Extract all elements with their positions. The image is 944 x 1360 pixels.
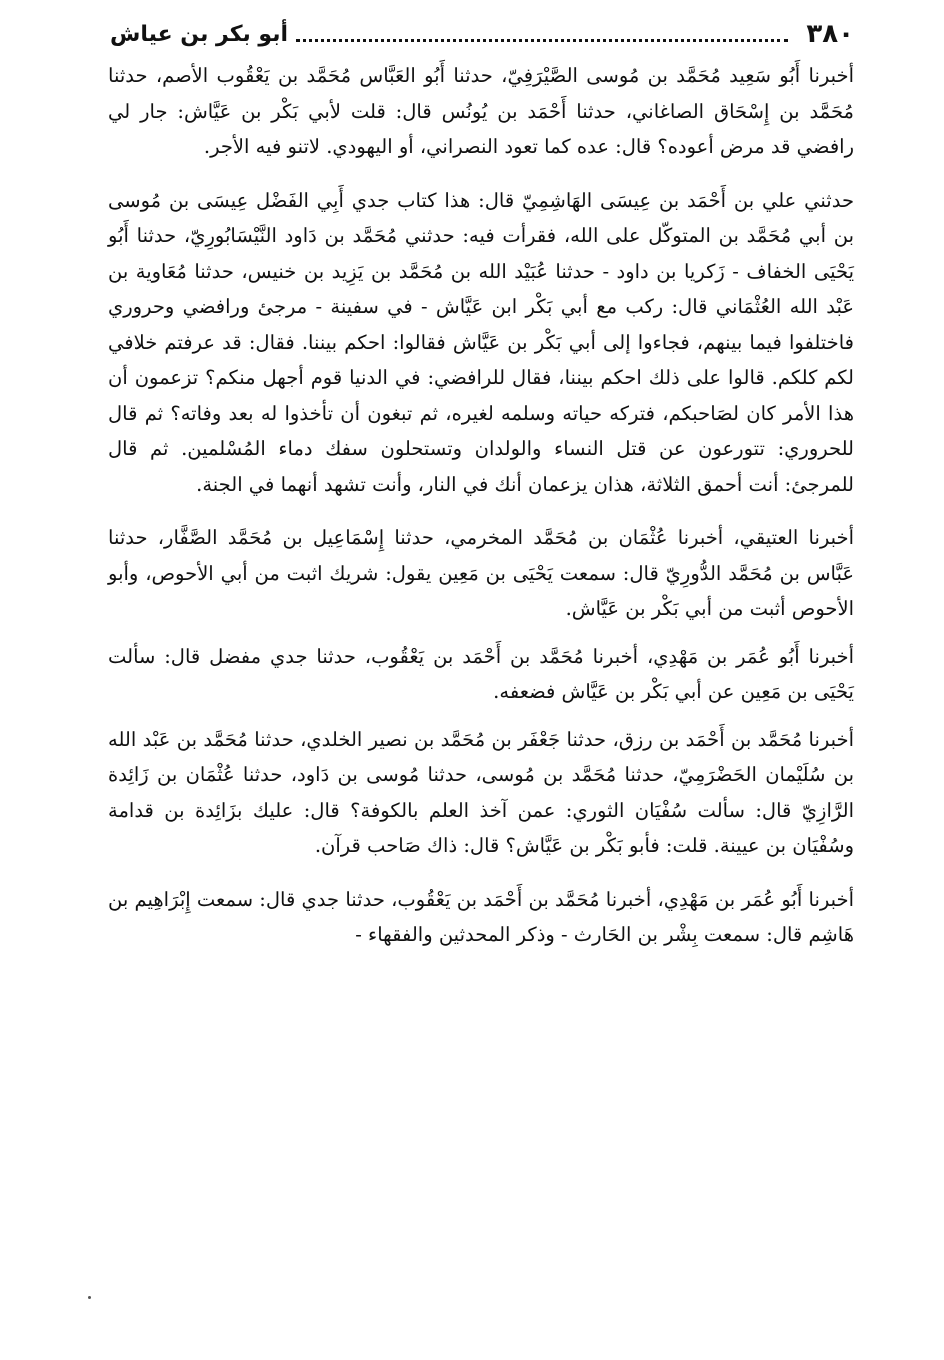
paragraph-4: أخبرنا أَبُو عُمَر بن مَهْدِي، أخبرنا مُحَمَّد بن أَحْمَد بن يَعْقُوب، حدثنا جدي مفضل قال: سألت يَحْيَى بن مَعِين عن أبي بَكْر بن عَيَّاش فضعفه. [108, 644, 854, 703]
stray-ink-dot [88, 1296, 91, 1299]
header-dotted-leader [296, 39, 788, 42]
paragraph-5: أخبرنا مُحَمَّد بن أَحْمَد بن رزق، حدثنا جَعْفَر بن مُحَمَّد بن نصير الخلدي، حدثنا مُحَمَّد بن عَبْد الله بن سُلَيْمان الحَضْرَمِيّ، حدثنا مُحَمَّد بن مُوسى، حدثنا مُوسى بن دَاود، حدثنا عُثْمَان بن زَائِدة الرَّازِيّ قال: سألت سُفْيَان الثوري: عمن آخذ العلم بالكوفة؟ قال: عليك بزَائِدة بن قدامة وسُفْيَان بن عيينة. قلت: فأبو بَكْر بن عَيَّاش؟ قال: ذاك صَاحب قرآن. [108, 727, 854, 857]
paragraph-6: أخبرنا أَبُو عُمَر بن مَهْدِي، أخبرنا مُحَمَّد بن أَحْمَد بن يَعْقُوب، حدثنا جدي قال: سمعت إِبْرَاهِيم بن هَاشِم قال: سمعت بِشْر بن الحَارث - وذكر المحدثين والفقهاء - [108, 887, 854, 946]
paragraph-2: حدثني علي بن أَحْمَد بن عِيسَى الهَاشِمِيّ قال: هذا كتاب جدي أَبِي الفَضْل عِيسَى بن مُوسى بن أبي مُحَمَّد بن المتوكّل على الله، فقرأت فيه: حدثني مُحَمَّد بن دَاود النَّيْسَابُورِيّ، حدثنا أَبُو يَحْيَى الخفاف - زَكريا بن داود - حدثنا عُبَيْد الله بن مُحَمَّد بن يَزِيد بن خنيس، حدثنا مُعَاوية بن عَبْد الله العُثْمَاني قال: ركب مع أبي بَكْر ابن عَيَّاش - في سفينة - مرجئ ورافضي وحروري فاختلفوا فيما بينهم، فجاءوا إلى أبي بَكْر بن عَيَّاش فقالوا: احكم بيننا. فقال: قد عرفتم خلافي لكم كلكم. قالوا على ذلك احكم بيننا، فقال للرافضي: في الدنيا قوم أجهل منكم؟ تزعمون أن هذا الأمر كان لصَاحبكم، فتركه حياته وسلمه لغيره، ثم تبغون أن تأخذوا له بعد وفاته؟ ثم قال للحروري: تتورعون عن قتل النساء والولدان وتستحلون سفك دماء المُسْلمين. ثم قال للمرجئ: أنت أحمق الثلاثة، هذان يزعمان أنك في النار، وأنت تشهد أنهما في الجنة. [108, 188, 854, 496]
body-text [108, 58, 854, 965]
page-number: ٣٨٠ [806, 19, 854, 49]
paragraph-3: أخبرنا العتيقي، أخبرنا عُثْمَان بن مُحَمَّد المخرمي، حدثنا إِسْمَاعِيل بن مُحَمَّد الصَّفَّار، حدثنا عَبَّاس بن مُحَمَّد الدُّورِيّ قال: سمعت يَحْيَى بن مَعِين يقول: شريك اثبت من أبي الأحوص، وأبو الأحوص أثبت من أبي بَكْر بن عَيَّاش. [108, 526, 854, 620]
running-title: أبو بكر بن عياش [110, 21, 288, 47]
page-header [110, 14, 854, 54]
paragraph-1: أخبرنا أَبُو سَعِيد مُحَمَّد بن مُوسى الصَّيْرَفِيّ، حدثنا أَبُو العَبَّاس مُحَمَّد بن يَعْقُوب الأصم، حدثنا مُحَمَّد بن إِسْحَاق الصاغاني، حدثنا أَحْمَد بن يُونُس قال: قلت لأبي بَكْر بن عَيَّاش: جار لي رافضي قد مرض أعوده؟ قال: عده كما تعود النصراني، أو اليهودي. لاتنو فيه الأجر. [108, 64, 854, 158]
